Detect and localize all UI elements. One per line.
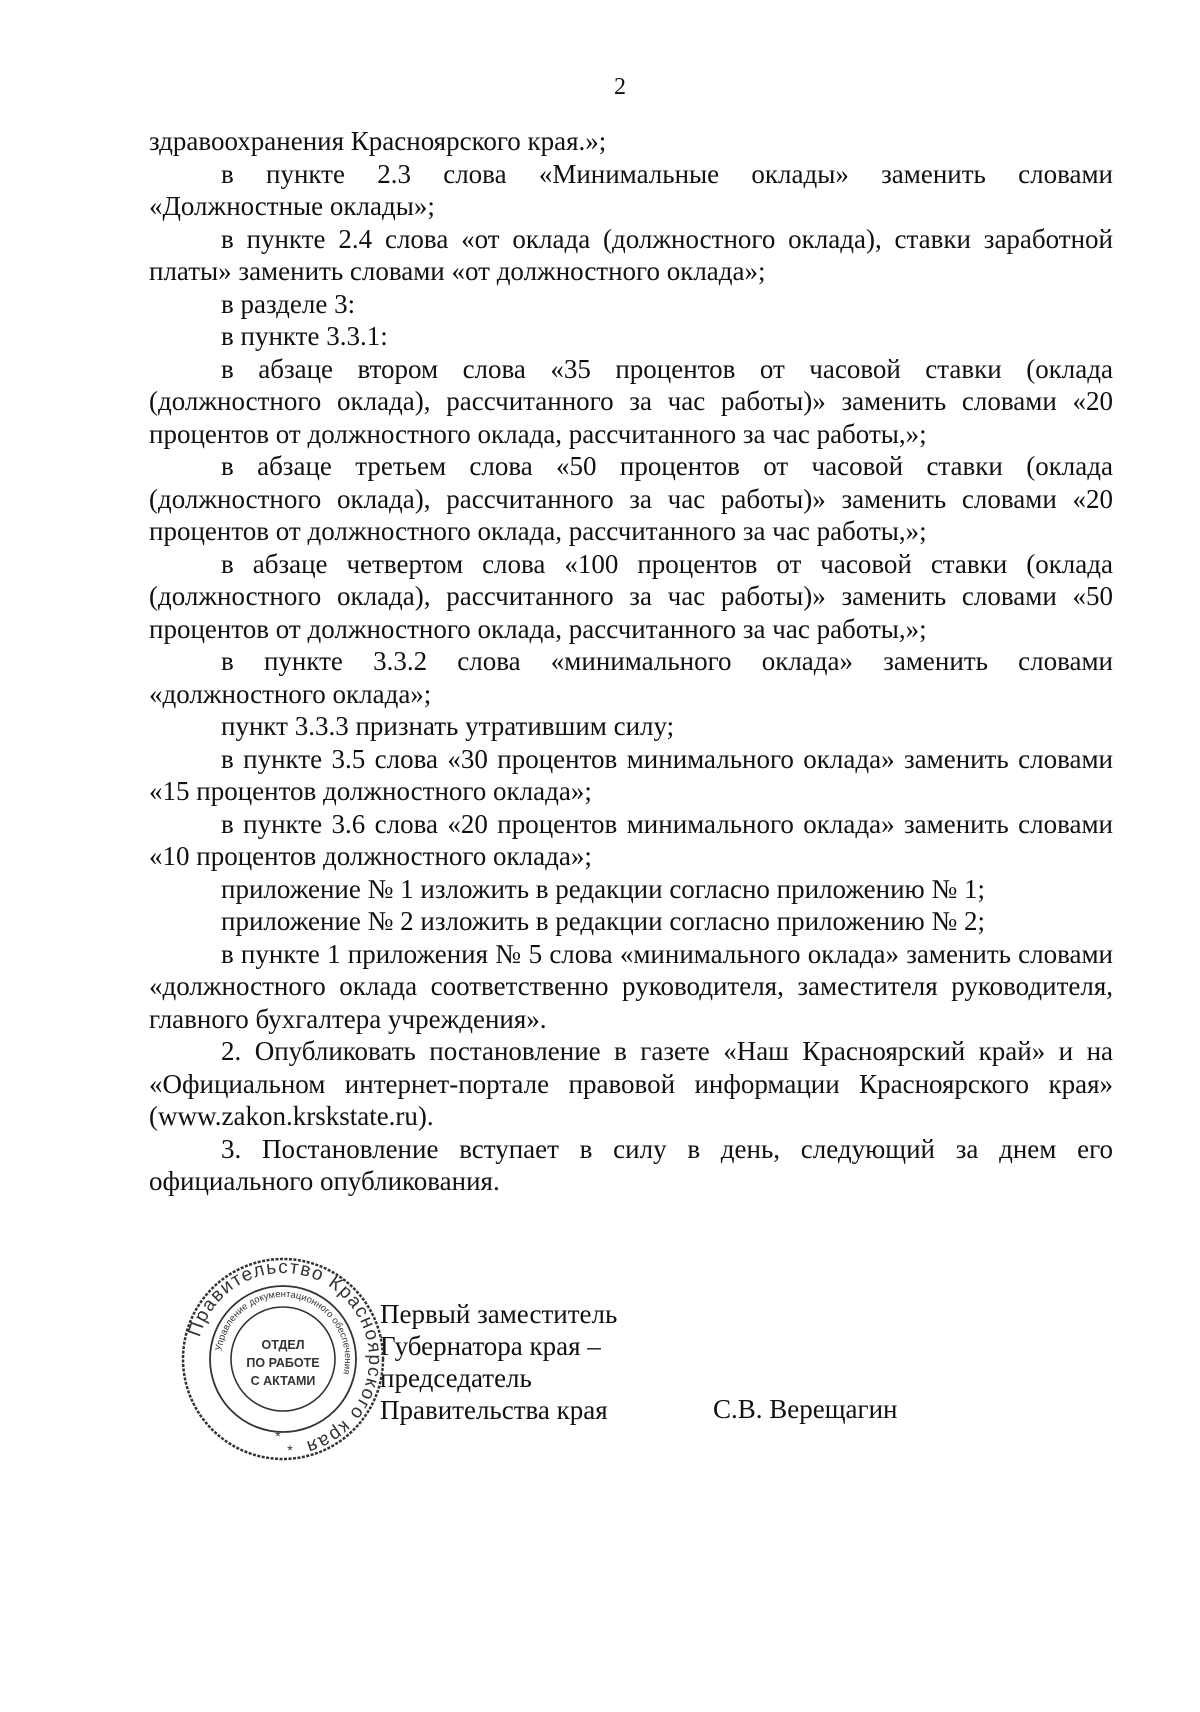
stamp-inner-ring-text: Управление документационного обеспечения	[213, 1288, 354, 1376]
signatory-position-line: Первый заместитель	[380, 1299, 618, 1329]
document-body	[149, 125, 1113, 1198]
svg-text:Управление документационного о	[214, 1289, 354, 1376]
signatory-position-line: Правительства края	[380, 1395, 608, 1425]
paragraph: 2. Опубликовать постановление в газете «Наш Красноярский край» и на «Официальном интернет-портале правовой информации Красноярского края» (www.zakon.krskstate.ru).	[149, 1036, 1113, 1131]
paragraph: в пункте 2.4 слова «от оклада (должностного оклада), ставки заработной платы» заменить словами «от должностного оклада»;	[149, 223, 1113, 286]
paragraph: в пункте 3.3.1:	[221, 321, 388, 351]
stamp-center-line: ОТДЕЛ	[261, 1338, 305, 1352]
stamp-outer-text: Правительство Красноярского края	[184, 1256, 386, 1458]
stamp-star-icon: *	[287, 1442, 293, 1458]
page-number: 2	[614, 74, 626, 100]
paragraph: в пункте 1 приложения № 5 слова «минимального оклада» заменить словами «должностного оклада соответственно руководителя, заместителя руководителя, главного бухгалтера учреждения».	[149, 938, 1113, 1034]
signatory-name: С.В. Верещагин	[713, 1394, 898, 1424]
stamp-center-line: С АКТАМИ	[250, 1374, 316, 1388]
paragraph: здравоохранения Красноярского края.»;	[149, 126, 607, 156]
paragraph: в абзаце третьем слова «50 процентов от часовой ставки (оклада (должностного оклада), рассчитанного за час работы)» заменить словами «20 процентов от должностного оклада, рассчитанного за час работы,»;	[149, 451, 1113, 546]
paragraph: в пункте 3.6 слова «20 процентов минимального оклада» заменить словами «10 процентов должностного оклада»;	[149, 808, 1113, 871]
paragraph: в абзаце втором слова «35 процентов от часовой ставки (оклада (должностного оклада), рассчитанного за час работы)» заменить словами «20 процентов от должностного оклада, рассчитанного за час работы,»;	[149, 353, 1113, 449]
paragraph: пункт 3.3.3 признать утратившим силу;	[221, 711, 675, 741]
paragraph: в разделе 3:	[221, 288, 356, 319]
paragraph: приложение № 2 изложить в редакции согласно приложению № 2;	[221, 906, 985, 936]
signatory-position-line: Губернатора края –	[380, 1331, 601, 1361]
stamp-star-icon: *	[275, 1428, 281, 1444]
paragraph: в пункте 3.5 слова «30 процентов минимального оклада» заменить словами «15 процентов должностного оклада»;	[149, 743, 1113, 806]
official-seal-stamp	[178, 1254, 388, 1464]
paragraph: в пункте 2.3 слова «Минимальные оклады» заменить словами «Должностные оклады»;	[149, 158, 1113, 221]
svg-text:Правительство Красноярского кр	[184, 1257, 385, 1458]
paragraph: приложение № 1 изложить в редакции согласно приложению № 1;	[221, 873, 985, 904]
paragraph: в пункте 3.3.2 слова «минимального оклада» заменить словами «должностного оклада»;	[149, 646, 1113, 709]
paragraph: в абзаце четвертом слова «100 процентов от часовой ставки (оклада (должностного оклада), рассчитанного за час работы)» заменить словами «50 процентов от должностного оклада, рассчитанного за час работы,»;	[149, 548, 1113, 644]
paragraph: 3. Постановление вступает в силу в день, следующий за днем его официального опубликования.	[149, 1133, 1113, 1196]
stamp-center-line: ПО РАБОТЕ	[246, 1356, 320, 1370]
signatory-position-line: председатель	[380, 1363, 532, 1393]
